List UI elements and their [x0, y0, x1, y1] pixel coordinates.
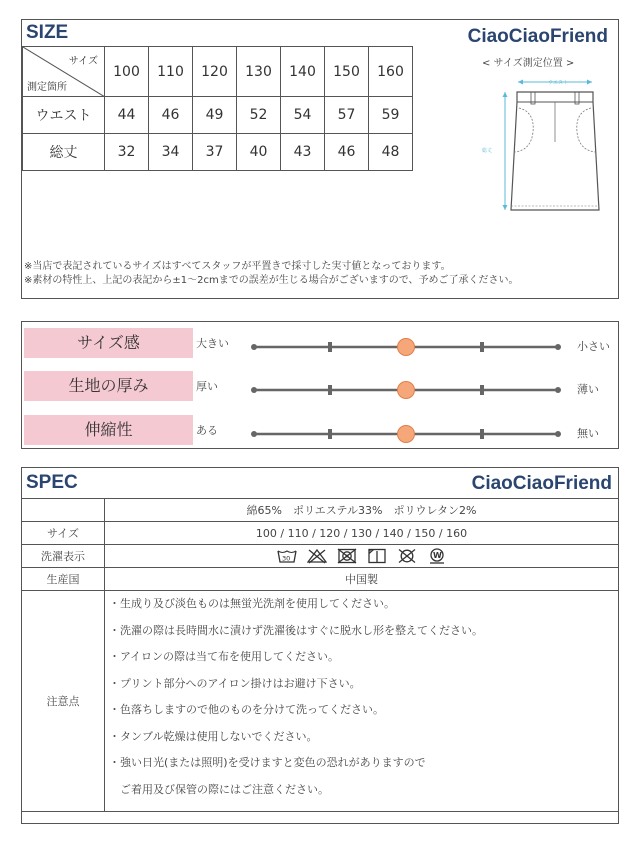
size-cell: 49 [193, 97, 237, 134]
feel-left-label: ある [196, 424, 218, 437]
diagram-length-label: 総丈 [482, 148, 493, 154]
table-row [22, 568, 619, 591]
feel-label: 生地の厚み [24, 371, 193, 401]
size-value: 100 / 110 / 120 / 130 / 140 / 150 / 160 [105, 522, 619, 545]
scale-marker [398, 339, 415, 356]
no-dry-clean-icon [397, 548, 417, 564]
care-note: ・アイロンの際は当て布を使用してください。 [109, 650, 340, 663]
feel-scale [250, 417, 570, 445]
size-cell: 46 [325, 134, 369, 171]
scale-end-dot [555, 431, 561, 437]
scale-tick [480, 342, 484, 352]
size-header: 160 [369, 47, 413, 97]
scale-tick [480, 429, 484, 439]
feel-left-label: 厚い [196, 380, 218, 393]
table-row [23, 97, 413, 134]
size-table [22, 46, 413, 171]
size-cell: 46 [149, 97, 193, 134]
care-note: ・色落ちしますので他のものを分けて洗ってください。 [109, 703, 384, 716]
spec-label-size: サイズ [22, 522, 105, 545]
size-header: 130 [237, 47, 281, 97]
size-cell: 37 [193, 134, 237, 171]
size-header: 110 [149, 47, 193, 97]
size-cell: 59 [369, 97, 413, 134]
table-row [22, 522, 619, 545]
care-note: ・強い日光(または照明)を受けますと変色の恐れがありますので [109, 756, 426, 769]
feel-label: サイズ感 [24, 328, 193, 358]
feel-right-label: 小さい [577, 340, 610, 353]
table-row [22, 591, 619, 812]
feel-scale [250, 330, 570, 358]
size-cell: 34 [149, 134, 193, 171]
row-label-length: 総丈 [23, 134, 105, 171]
feel-panel [21, 321, 619, 449]
scale-end-dot [555, 344, 561, 350]
feel-row-size [22, 326, 620, 362]
measure-caption: < サイズ測定位置 > [482, 58, 575, 69]
no-tumble-dry-icon [337, 548, 357, 564]
spec-label-origin: 生産国 [22, 568, 105, 591]
scale-end-dot [251, 431, 257, 437]
table-row [22, 499, 619, 522]
skirt-diagram [475, 72, 610, 232]
feel-row-stretch [22, 413, 620, 449]
size-note: ※素材の特性上、上記の表記から±1～2cmまでの誤差が生じる場合がございますので、予めご了承ください。 [24, 275, 519, 286]
spec-table [21, 498, 619, 812]
scale-marker [398, 382, 415, 399]
wet-clean-icon [427, 548, 447, 564]
scale-tick [480, 385, 484, 395]
diagram-waist-label: ウエスト [548, 80, 569, 86]
scale-tick [328, 429, 332, 439]
scale-end-dot [555, 387, 561, 393]
spec-title: SPEC [26, 472, 78, 493]
size-title: SIZE [26, 22, 69, 43]
spec-label-wash: 洗濯表示 [22, 545, 105, 568]
size-cell: 48 [369, 134, 413, 171]
origin-value: 中国製 [105, 568, 619, 591]
size-header: 120 [193, 47, 237, 97]
table-row [22, 545, 619, 568]
size-panel [21, 19, 619, 299]
feel-label: 伸縮性 [24, 415, 193, 445]
feel-scale [250, 373, 570, 401]
care-note: ・タンブル乾燥は使用しないでください。 [109, 729, 318, 743]
spec-label-notes: 注意点 [22, 591, 105, 812]
scale-end-dot [251, 387, 257, 393]
brand-logo: CiaoCiaoFriend [467, 26, 608, 47]
size-cell: 32 [105, 134, 149, 171]
size-notes [24, 260, 519, 288]
feel-row-thickness [22, 369, 620, 405]
care-note: ・プリント部分へのアイロン掛けはお避け下さい。 [109, 676, 361, 690]
care-note: ・洗濯の際は長時間水に漬けず洗濯後はすぐに脱水し形を整えてください。 [109, 623, 483, 637]
svg-text:W: W [432, 551, 442, 560]
corner-size-label: サイズ [68, 56, 98, 67]
corner-measure-label: 測定箇所 [27, 82, 67, 93]
feel-right-label: 無い [577, 427, 599, 440]
no-bleach-icon [307, 548, 327, 564]
scale-tick [328, 342, 332, 352]
material-value: 綿65% ポリエステル33% ポリウレタン2% [105, 499, 619, 522]
size-header: 100 [105, 47, 149, 97]
spec-panel [21, 467, 619, 824]
size-cell: 52 [237, 97, 281, 134]
scale-end-dot [251, 344, 257, 350]
brand-logo: CiaoCiaoFriend [471, 473, 612, 494]
table-row [23, 134, 413, 171]
scale-tick [328, 385, 332, 395]
feel-left-label: 大きい [196, 337, 229, 350]
line-dry-shade-icon [367, 548, 387, 564]
size-table-corner [23, 47, 105, 97]
wash-30-icon [277, 548, 297, 564]
row-label-waist: ウエスト [23, 97, 105, 134]
size-header: 140 [281, 47, 325, 97]
size-cell: 44 [105, 97, 149, 134]
size-cell: 43 [281, 134, 325, 171]
wash-icons [105, 545, 619, 568]
scale-marker [398, 426, 415, 443]
size-cell: 40 [237, 134, 281, 171]
size-header: 150 [325, 47, 369, 97]
care-notes [105, 591, 619, 812]
care-note: ・生成り及び淡色ものは無蛍光洗剤を使用してください。 [109, 597, 395, 610]
svg-text:30: 30 [281, 554, 290, 563]
size-note: ※当店で表記されているサイズはすべてスタッフが平置きで採寸した実寸値となっております。 [24, 261, 451, 272]
size-cell: 57 [325, 97, 369, 134]
feel-right-label: 薄い [577, 383, 599, 396]
size-cell: 54 [281, 97, 325, 134]
care-note: ご着用及び保管の際にはご注意ください。 [109, 782, 329, 796]
